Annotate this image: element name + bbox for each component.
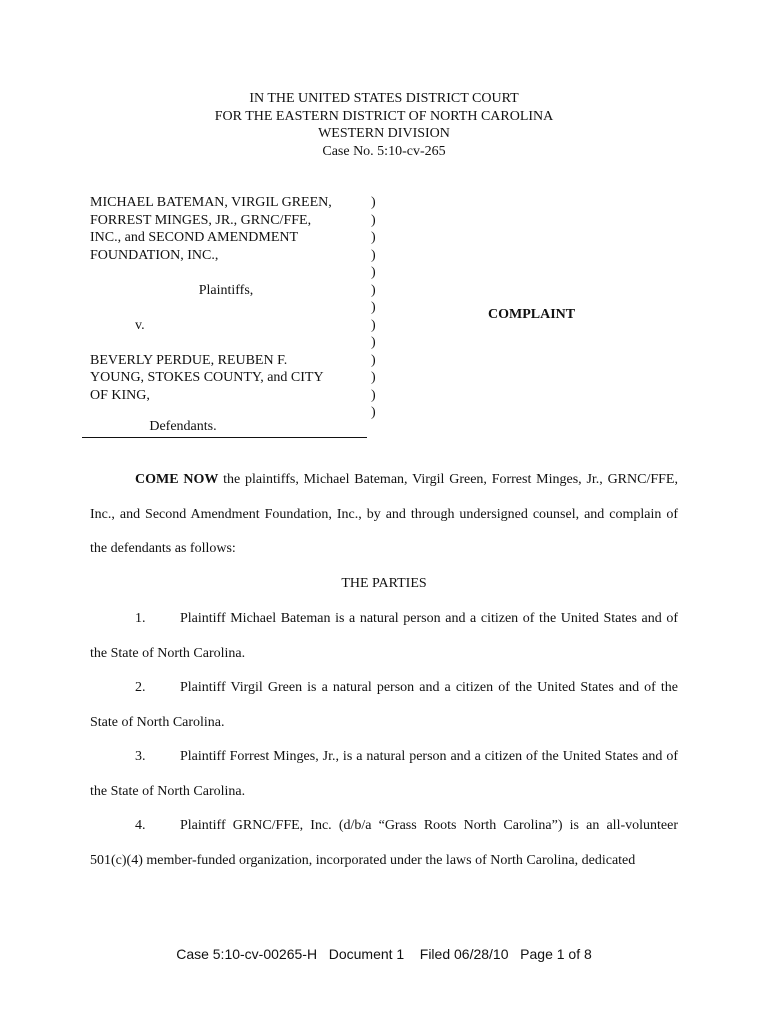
paren: )	[371, 352, 376, 368]
court-name: IN THE UNITED STATES DISTRICT COURT	[249, 91, 519, 106]
paren: )	[371, 247, 376, 263]
paren: )	[371, 265, 376, 280]
filing-stamp-footer: Case 5:10-cv-00265-H Document 1 Filed 06/28/10 Page 1 of 8	[176, 946, 592, 962]
numbered-paragraph	[90, 671, 678, 740]
intro-text: the plaintiffs, Michael Bateman, Virgil Green, Forrest Minges, Jr., GRNC/FFE, Inc., and Second Amendment Foundation, Inc., by and through undersigned counsel, and complain of the defendants as follows:	[90, 472, 678, 556]
paren: )	[371, 195, 376, 210]
paren: )	[371, 335, 376, 350]
paren: )	[371, 317, 376, 333]
paragraph-text: Plaintiff Forrest Minges, Jr., is a natural person and a citizen of the United States and of the State of North Carolina.	[90, 749, 678, 799]
numbered-paragraph	[90, 740, 678, 809]
paren: )	[371, 300, 376, 315]
paren: )	[371, 387, 376, 403]
paragraph-text: Plaintiff GRNC/FFE, Inc. (d/b/a “Grass Roots North Carolina”) is an all-volunteer 501(c)(4) member-funded organization, incorporated under the laws of North Carolina, dedicated	[90, 818, 678, 868]
numbered-paragraph	[90, 602, 678, 671]
paren: )	[371, 230, 376, 245]
intro-lead: COME NOW	[135, 472, 219, 487]
defendants-line: YOUNG, STOKES COUNTY, and CITY	[90, 370, 324, 385]
plaintiffs-label: Plaintiffs,	[198, 282, 254, 298]
plaintiffs-line: MICHAEL BATEMAN, VIRGIL GREEN,	[90, 195, 332, 210]
court-header	[0, 90, 768, 160]
defendants-label-wrap	[0, 419, 276, 435]
paren: )	[371, 370, 376, 385]
section-heading: THE PARTIES	[341, 576, 427, 591]
plaintiffs-line: INC., and SECOND AMENDMENT	[90, 230, 299, 245]
caption-parties	[90, 194, 375, 404]
paren: )	[371, 282, 376, 298]
paragraph-number: 3.	[135, 749, 146, 764]
caption-divider	[82, 437, 367, 438]
paragraph-text: Plaintiff Michael Bateman is a natural person and a citizen of the United States and of the State of North Carolina.	[90, 611, 678, 661]
paren: )	[371, 212, 376, 228]
intro-paragraph	[90, 463, 678, 567]
plaintiffs-line: FORREST MINGES, JR., GRNC/FFE,	[90, 212, 312, 228]
case-caption	[0, 194, 768, 444]
paragraph-text: Plaintiff Virgil Green is a natural person and a citizen of the United States and of the State of North Carolina.	[90, 680, 678, 730]
court-division: WESTERN DIVISION	[318, 126, 450, 141]
plaintiffs-line: FOUNDATION, INC.,	[90, 247, 219, 263]
numbered-paragraph	[90, 809, 678, 878]
document-title: COMPLAINT	[488, 307, 576, 322]
paragraph-number: 2.	[135, 680, 146, 695]
caption-parentheses	[371, 194, 376, 422]
defendants-label: Defendants.	[149, 419, 217, 434]
paragraph-number: 1.	[135, 611, 146, 626]
defendants-line: OF KING,	[90, 387, 150, 403]
versus-label: v.	[135, 317, 145, 333]
paren: )	[371, 405, 376, 420]
court-district: FOR THE EASTERN DISTRICT OF NORTH CAROLINA	[214, 108, 554, 124]
paragraph-number: 4.	[135, 818, 146, 833]
defendants-line: BEVERLY PERDUE, REUBEN F.	[90, 352, 288, 368]
case-number: Case No. 5:10-cv-265	[322, 143, 446, 159]
